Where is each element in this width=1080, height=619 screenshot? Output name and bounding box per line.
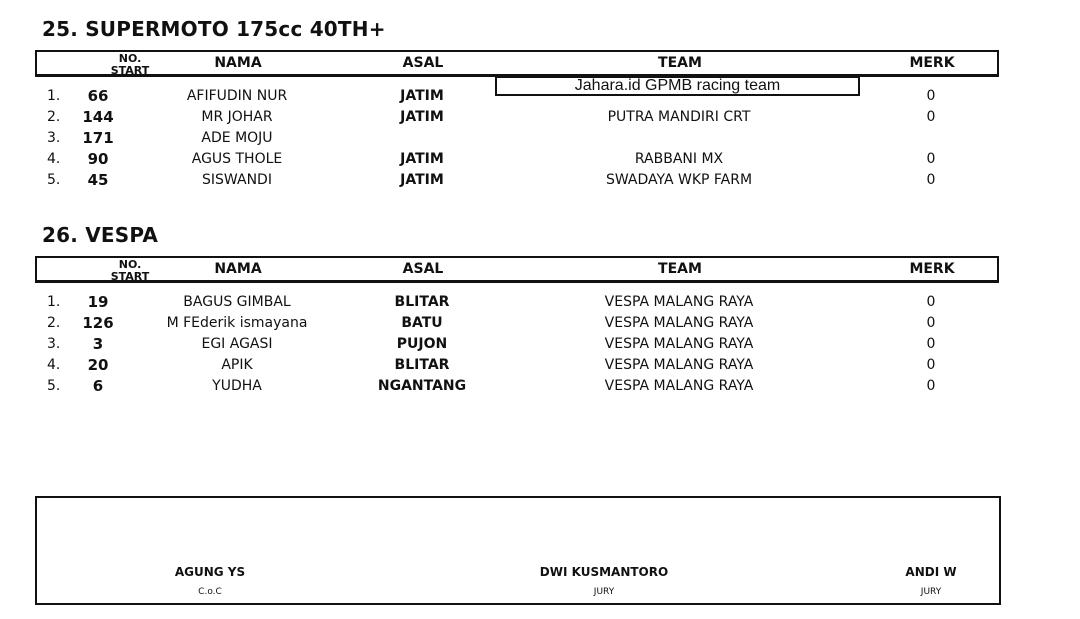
- rider-origin: BLITAR: [394, 294, 450, 310]
- rider-name: EGI AGASI: [201, 336, 273, 352]
- header-no-start: NO. START: [110, 52, 150, 77]
- merk-value: 0: [926, 315, 936, 331]
- team-name: VESPA MALANG RAYA: [604, 357, 754, 373]
- table-row: [0, 355, 1080, 376]
- section-title-supermoto: 25. SUPERMOTO 175cc 40TH+: [42, 17, 386, 41]
- start-number: 6: [92, 377, 104, 395]
- row-number: 3.: [47, 336, 61, 352]
- rider-name: M FEderik ismayana: [166, 315, 308, 331]
- team-name: VESPA MALANG RAYA: [604, 378, 754, 394]
- signature-name-coc: AGUNG YS: [174, 565, 246, 579]
- start-number: 171: [82, 129, 114, 147]
- table-header-supermoto: [35, 50, 999, 77]
- rider-name: YUDHA: [212, 378, 262, 394]
- row-number: 5.: [47, 378, 61, 394]
- team-name: VESPA MALANG RAYA: [604, 294, 754, 310]
- header-merk: MERK: [909, 261, 955, 277]
- table-row: [0, 77, 1080, 107]
- table-row: [0, 334, 1080, 355]
- header-team: TEAM: [658, 55, 702, 71]
- start-number: 144: [82, 108, 114, 126]
- rider-origin: JATIM: [400, 109, 444, 125]
- merk-value: 0: [926, 357, 936, 373]
- start-number: 20: [87, 356, 109, 374]
- rider-name: AGUS THOLE: [191, 151, 283, 167]
- table-row: [0, 313, 1080, 334]
- header-merk: MERK: [909, 55, 955, 71]
- header-nama: NAMA: [214, 261, 262, 277]
- row-number: 3.: [47, 130, 61, 146]
- rider-name: APIK: [221, 357, 253, 373]
- signature-role-coc: C.o.C: [198, 587, 222, 597]
- merk-value: 0: [926, 109, 936, 125]
- signature-role-jury-2: JURY: [920, 587, 942, 597]
- rider-origin: JATIM: [400, 88, 444, 104]
- header-asal: ASAL: [402, 55, 444, 71]
- rider-origin: BLITAR: [394, 357, 450, 373]
- start-number: 126: [82, 314, 114, 332]
- row-number: 4.: [47, 357, 61, 373]
- header-no-start: NO. START: [110, 258, 150, 283]
- rider-name: ADE MOJU: [201, 130, 273, 146]
- merk-value: 0: [926, 151, 936, 167]
- team-name: VESPA MALANG RAYA: [604, 336, 754, 352]
- header-nama: NAMA: [214, 55, 262, 71]
- row-number: 5.: [47, 172, 61, 188]
- table-row: [0, 149, 1080, 170]
- rider-origin: NGANTANG: [377, 378, 467, 394]
- signature-name-jury-2: ANDI W: [905, 565, 957, 579]
- start-number: 19: [87, 293, 109, 311]
- team-name-boxed: Jahara.id GPMB racing team: [495, 76, 860, 96]
- rider-name: AFIFUDIN NUR: [186, 88, 288, 104]
- team-name: VESPA MALANG RAYA: [604, 315, 754, 331]
- rider-name: MR JOHAR: [201, 109, 273, 125]
- start-number: 45: [87, 171, 109, 189]
- merk-value: 0: [926, 88, 936, 104]
- signature-name-jury-1: DWI KUSMANTORO: [539, 565, 669, 579]
- team-name: SWADAYA WKP FARM: [605, 172, 753, 188]
- signature-role-jury-1: JURY: [593, 587, 615, 597]
- header-team: TEAM: [658, 261, 702, 277]
- rider-name: SISWANDI: [202, 172, 272, 188]
- row-number: 2.: [47, 315, 61, 331]
- row-number: 4.: [47, 151, 61, 167]
- rider-origin: PUJON: [396, 336, 448, 352]
- rider-origin: JATIM: [400, 151, 444, 167]
- section-title-vespa: 26. VESPA: [42, 223, 159, 247]
- table-row: [0, 376, 1080, 397]
- start-number: 90: [87, 150, 109, 168]
- rider-name: BAGUS GIMBAL: [183, 294, 291, 310]
- row-number: 2.: [47, 109, 61, 125]
- row-number: 1.: [47, 294, 61, 310]
- start-number: 66: [87, 87, 109, 105]
- table-row: [0, 128, 1080, 149]
- merk-value: 0: [926, 294, 936, 310]
- table-header-vespa: [35, 256, 999, 283]
- team-name: RABBANI MX: [634, 151, 724, 167]
- table-row: [0, 170, 1080, 191]
- row-number: 1.: [47, 88, 61, 104]
- table-row: [0, 107, 1080, 128]
- table-row: [0, 292, 1080, 313]
- rider-origin: JATIM: [400, 172, 444, 188]
- signature-box: [35, 496, 1001, 605]
- team-name: PUTRA MANDIRI CRT: [607, 109, 751, 125]
- merk-value: 0: [926, 378, 936, 394]
- merk-value: 0: [926, 336, 936, 352]
- merk-value: 0: [926, 172, 936, 188]
- header-asal: ASAL: [402, 261, 444, 277]
- rider-origin: BATU: [401, 315, 443, 331]
- start-number: 3: [92, 335, 104, 353]
